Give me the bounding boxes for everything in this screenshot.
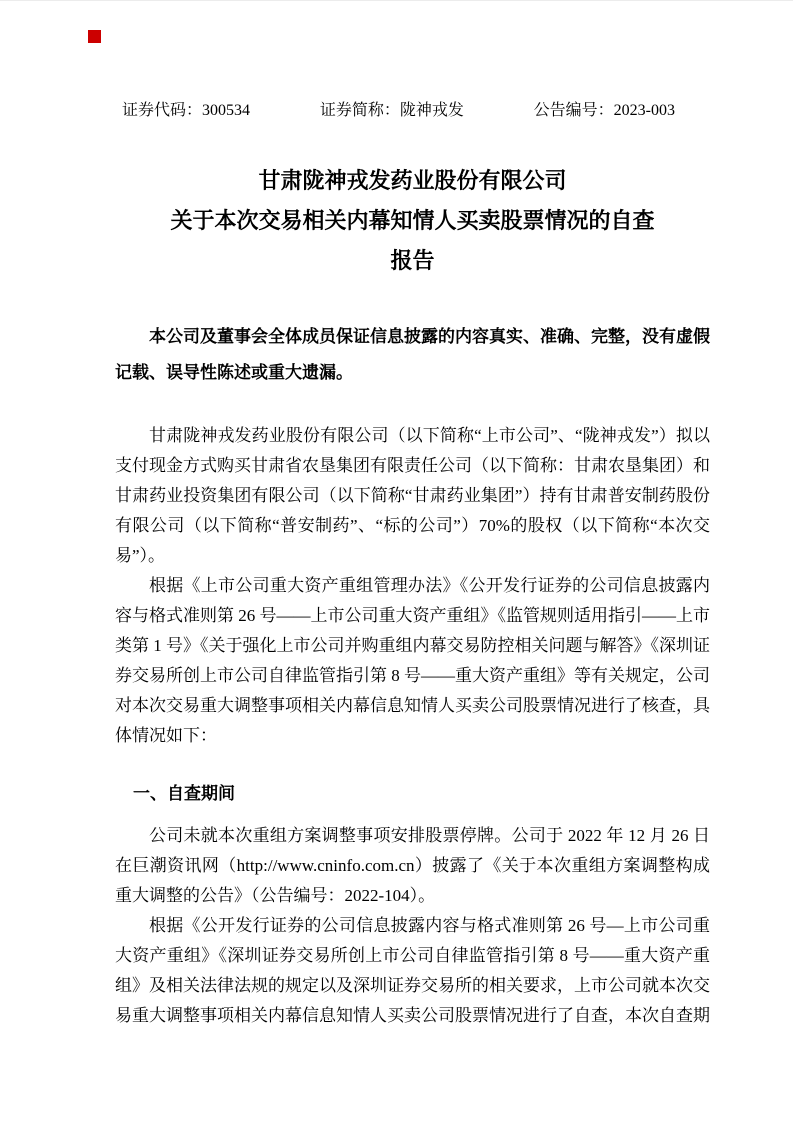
- paragraph-transaction-overview: 甘肃陇神戎发药业股份有限公司（以下简称“上市公司”、“陇神戎发”）拟以支付现金方式购买甘肃省农垦集团有限责任公司（以下简称：甘肃农垦集团）和甘肃药业投资集团有限公司（以下简称“甘肃药业集团”）持有甘肃普安制药股份有限公司（以下简称“普安制药”、“标的公司”）70%的股权（以下简称“本次交易”）。: [115, 426, 710, 565]
- security-name: 证券简称：陇神戎发: [319, 102, 464, 119]
- section-heading-self-inspection-period: 一、自查期间: [133, 784, 235, 803]
- document-header: [122, 101, 675, 121]
- title-line-2: 关于本次交易相关内幕知情人买卖股票情况的自查: [170, 208, 655, 233]
- title-line-3: 报告: [390, 248, 435, 273]
- red-corner-mark: [88, 30, 101, 43]
- paragraph-no-suspension: 公司未就本次重组方案调整事项安排股票停牌。公司于 2022 年 12 月 26 日在巨潮资讯网（http://www.cninfo.com.cn）披露了《关于本次重组方案调整构成重大调整的公告》（公告编号：2022-104）。: [115, 826, 710, 905]
- paragraph-regulations-basis: 根据《上市公司重大资产重组管理办法》《公开发行证券的公司信息披露内容与格式准则第 26 号——上市公司重大资产重组》《监管规则适用指引——上市类第 1 号》《关于强化上市公司并购重组内幕交易防控相关问题与解答》《深圳证券交易所创上市公司自律监管指引第 8 号——重大资产重组》等有关规定，公司对本次交易重大调整事项相关内幕信息知情人买卖公司股票情况进行了核查，具体情况如下：: [115, 576, 710, 745]
- security-code: 证券代码：300534: [122, 102, 251, 119]
- title-line-1: 甘肃陇神戎发药业股份有限公司: [258, 168, 567, 193]
- announcement-number: 公告编号：2023-003: [533, 102, 675, 119]
- board-disclaimer: 本公司及董事会全体成员保证信息披露的内容真实、准确、完整，没有虚假记载、误导性陈述或重大遗漏。: [115, 327, 710, 382]
- document-title: [115, 161, 710, 281]
- paragraph-self-inspection-basis: 根据《公开发行证券的公司信息披露内容与格式准则第 26 号—上市公司重大资产重组》《深圳证券交易所创上市公司自律监管指引第 8 号——重大资产重组》及相关法律法规的规定以及深圳证券交易所的相关要求，上市公司就本次交易重大调整事项相关内幕信息知情人买卖公司股票情况进行了自查，本次自查期: [115, 916, 710, 1025]
- document-body: [115, 319, 710, 1031]
